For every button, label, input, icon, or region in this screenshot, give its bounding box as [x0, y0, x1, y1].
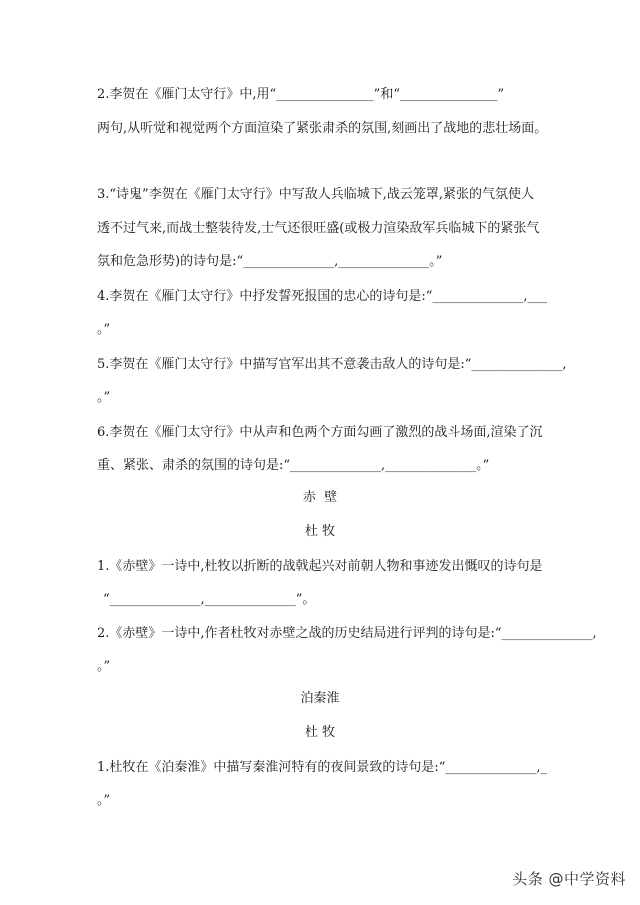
- section-author-chibi: 杜 牧: [304, 524, 336, 539]
- question-2-line-1: 2.李贺在《雁门太守行》中,用“_______________”和“_______________”: [97, 87, 505, 102]
- section-author-boqinhuai: 杜 牧: [304, 725, 336, 740]
- boqinhuai-question-1-line-1: 1.杜牧在《泊秦淮》中描写秦淮河特有的夜间景致的诗句是:“______________,_: [97, 760, 548, 775]
- question-6-line-2: 重、紧张、肃杀的氛围的诗句是:“______________,______________。”: [97, 458, 490, 473]
- boqinhuai-question-1-line-2: 。”: [97, 793, 111, 808]
- question-3-line-1: 3.“诗鬼”李贺在《雁门太守行》中写敌人兵临城下,战云笼罩,紧张的气氛使人: [97, 187, 534, 202]
- watermark: 头条 @中学资料: [512, 870, 626, 888]
- section-title-boqinhuai: 泊秦淮: [300, 691, 340, 706]
- chibi-question-1-line-2: “______________,______________”。: [103, 592, 316, 607]
- question-3-line-2: 透不过气来,而战士整装待发,士气还很旺盛(或极力渲染敌军兵临城下的紧张气: [97, 221, 540, 236]
- question-2-line-2: 两句,从听觉和视觉两个方面渲染了紧张肃杀的氛围,刻画出了战地的悲壮场面。: [97, 121, 548, 136]
- question-4-line-2: 。”: [97, 322, 111, 337]
- question-5-line-1: 5.李贺在《雁门太守行》中描写官军出其不意袭击敌人的诗句是:“______________,: [97, 357, 567, 372]
- chibi-question-2-line-2: 。”: [97, 659, 111, 674]
- chibi-question-2-line-1: 2.《赤壁》一诗中,作者杜牧对赤壁之战的历史结局进行评判的诗句是:“______________,: [97, 626, 597, 641]
- chibi-question-1-line-1: 1.《赤壁》一诗中,杜牧以折断的战戟起兴对前朝人物和事迹发出慨叹的诗句是: [97, 559, 543, 574]
- question-4-line-1: 4.李贺在《雁门太守行》中抒发誓死报国的忠心的诗句是:“______________,___: [97, 289, 548, 304]
- section-title-chibi: 赤 壁: [302, 490, 338, 505]
- question-5-line-2: 。”: [97, 390, 111, 405]
- question-3-line-3: 氛和危急形势)的诗句是:“______________,______________。”: [97, 254, 443, 269]
- question-6-line-1: 6.李贺在《雁门太守行》中从声和色两个方面勾画了激烈的战斗场面,渲染了沉: [97, 425, 543, 440]
